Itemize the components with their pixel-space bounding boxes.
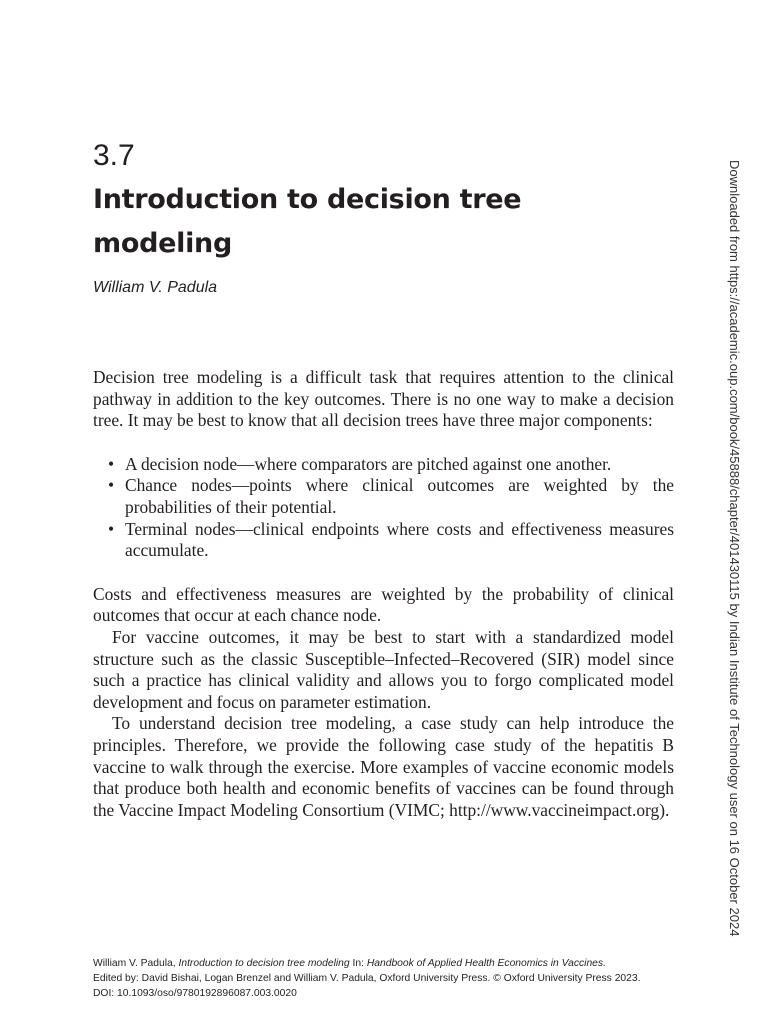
chapter-body (93, 367, 674, 821)
footer-line-citation (93, 956, 713, 971)
bullet-icon: • (108, 453, 115, 474)
bullet-icon: • (108, 518, 115, 539)
footer-in: In: (352, 958, 364, 969)
list-item-text: A decision node—where comparators are pitched against one another. (125, 453, 612, 474)
intro-paragraph: Decision tree modeling is a difficult task that requires attention to the clinical pathway in addition to the key outcomes. There is no one way to make a decision tree. It may be best to know that all decision trees have three major components: (93, 367, 674, 431)
footer-author: William V. Padula, (93, 958, 176, 969)
citation-footer (93, 956, 713, 1001)
footer-doi: DOI: 10.1093/oso/9780192896087.003.0020 (93, 988, 297, 999)
chapter-author: William V. Padula (93, 279, 218, 296)
list-item (108, 518, 674, 562)
download-watermark: Downloaded from https://academic.oup.com/book/45888/chapter/401430115 by Indian Institute of Technology user on 16 October 2024 (727, 160, 742, 937)
body-paragraph: Costs and effectiveness measures are weighted by the probability of clinical outcomes that occur at each chance node. (93, 583, 674, 626)
chapter-number: 3.7 (93, 139, 135, 172)
chapter-title: Introduction to decision tree modeling (93, 184, 522, 259)
list-item-text: Terminal nodes—clinical endpoints where costs and effectiveness measures accumulate. (125, 518, 674, 561)
components-list (93, 454, 674, 562)
list-item-text: Chance nodes—points where clinical outcomes are weighted by the probabilities of their potential. (125, 475, 674, 517)
list-item (108, 453, 674, 476)
footer-chapter-title: Introduction to decision tree modeling (178, 958, 350, 969)
footer-book-title: Handbook of Applied Health Economics in Vaccines. (366, 958, 606, 969)
list-item (108, 475, 674, 518)
bullet-icon: • (108, 475, 115, 496)
body-paragraph: For vaccine outcomes, it may be best to start with a standardized model structure such as the classic Susceptible–Infected–Recovered (SIR) model since such a practice has clinical validity and allows you to forgo complicated model development and focus on parameter estimation. (93, 626, 674, 712)
footer-editors: Edited by: David Bishai, Logan Brenzel and William V. Padula, Oxford University Press. © Oxford University Press 2023. (93, 973, 641, 984)
body-paragraph: To understand decision tree modeling, a case study can help introduce the principles. Therefore, we provide the following case study of the hepatitis B vaccine to walk through the exercise. More examples of vaccine economic models that produce both health and economic benefits of vaccines can be found through the Vaccine Impact Modeling Consortium (VIMC; http://www.vaccineimpact.org). (93, 713, 674, 820)
